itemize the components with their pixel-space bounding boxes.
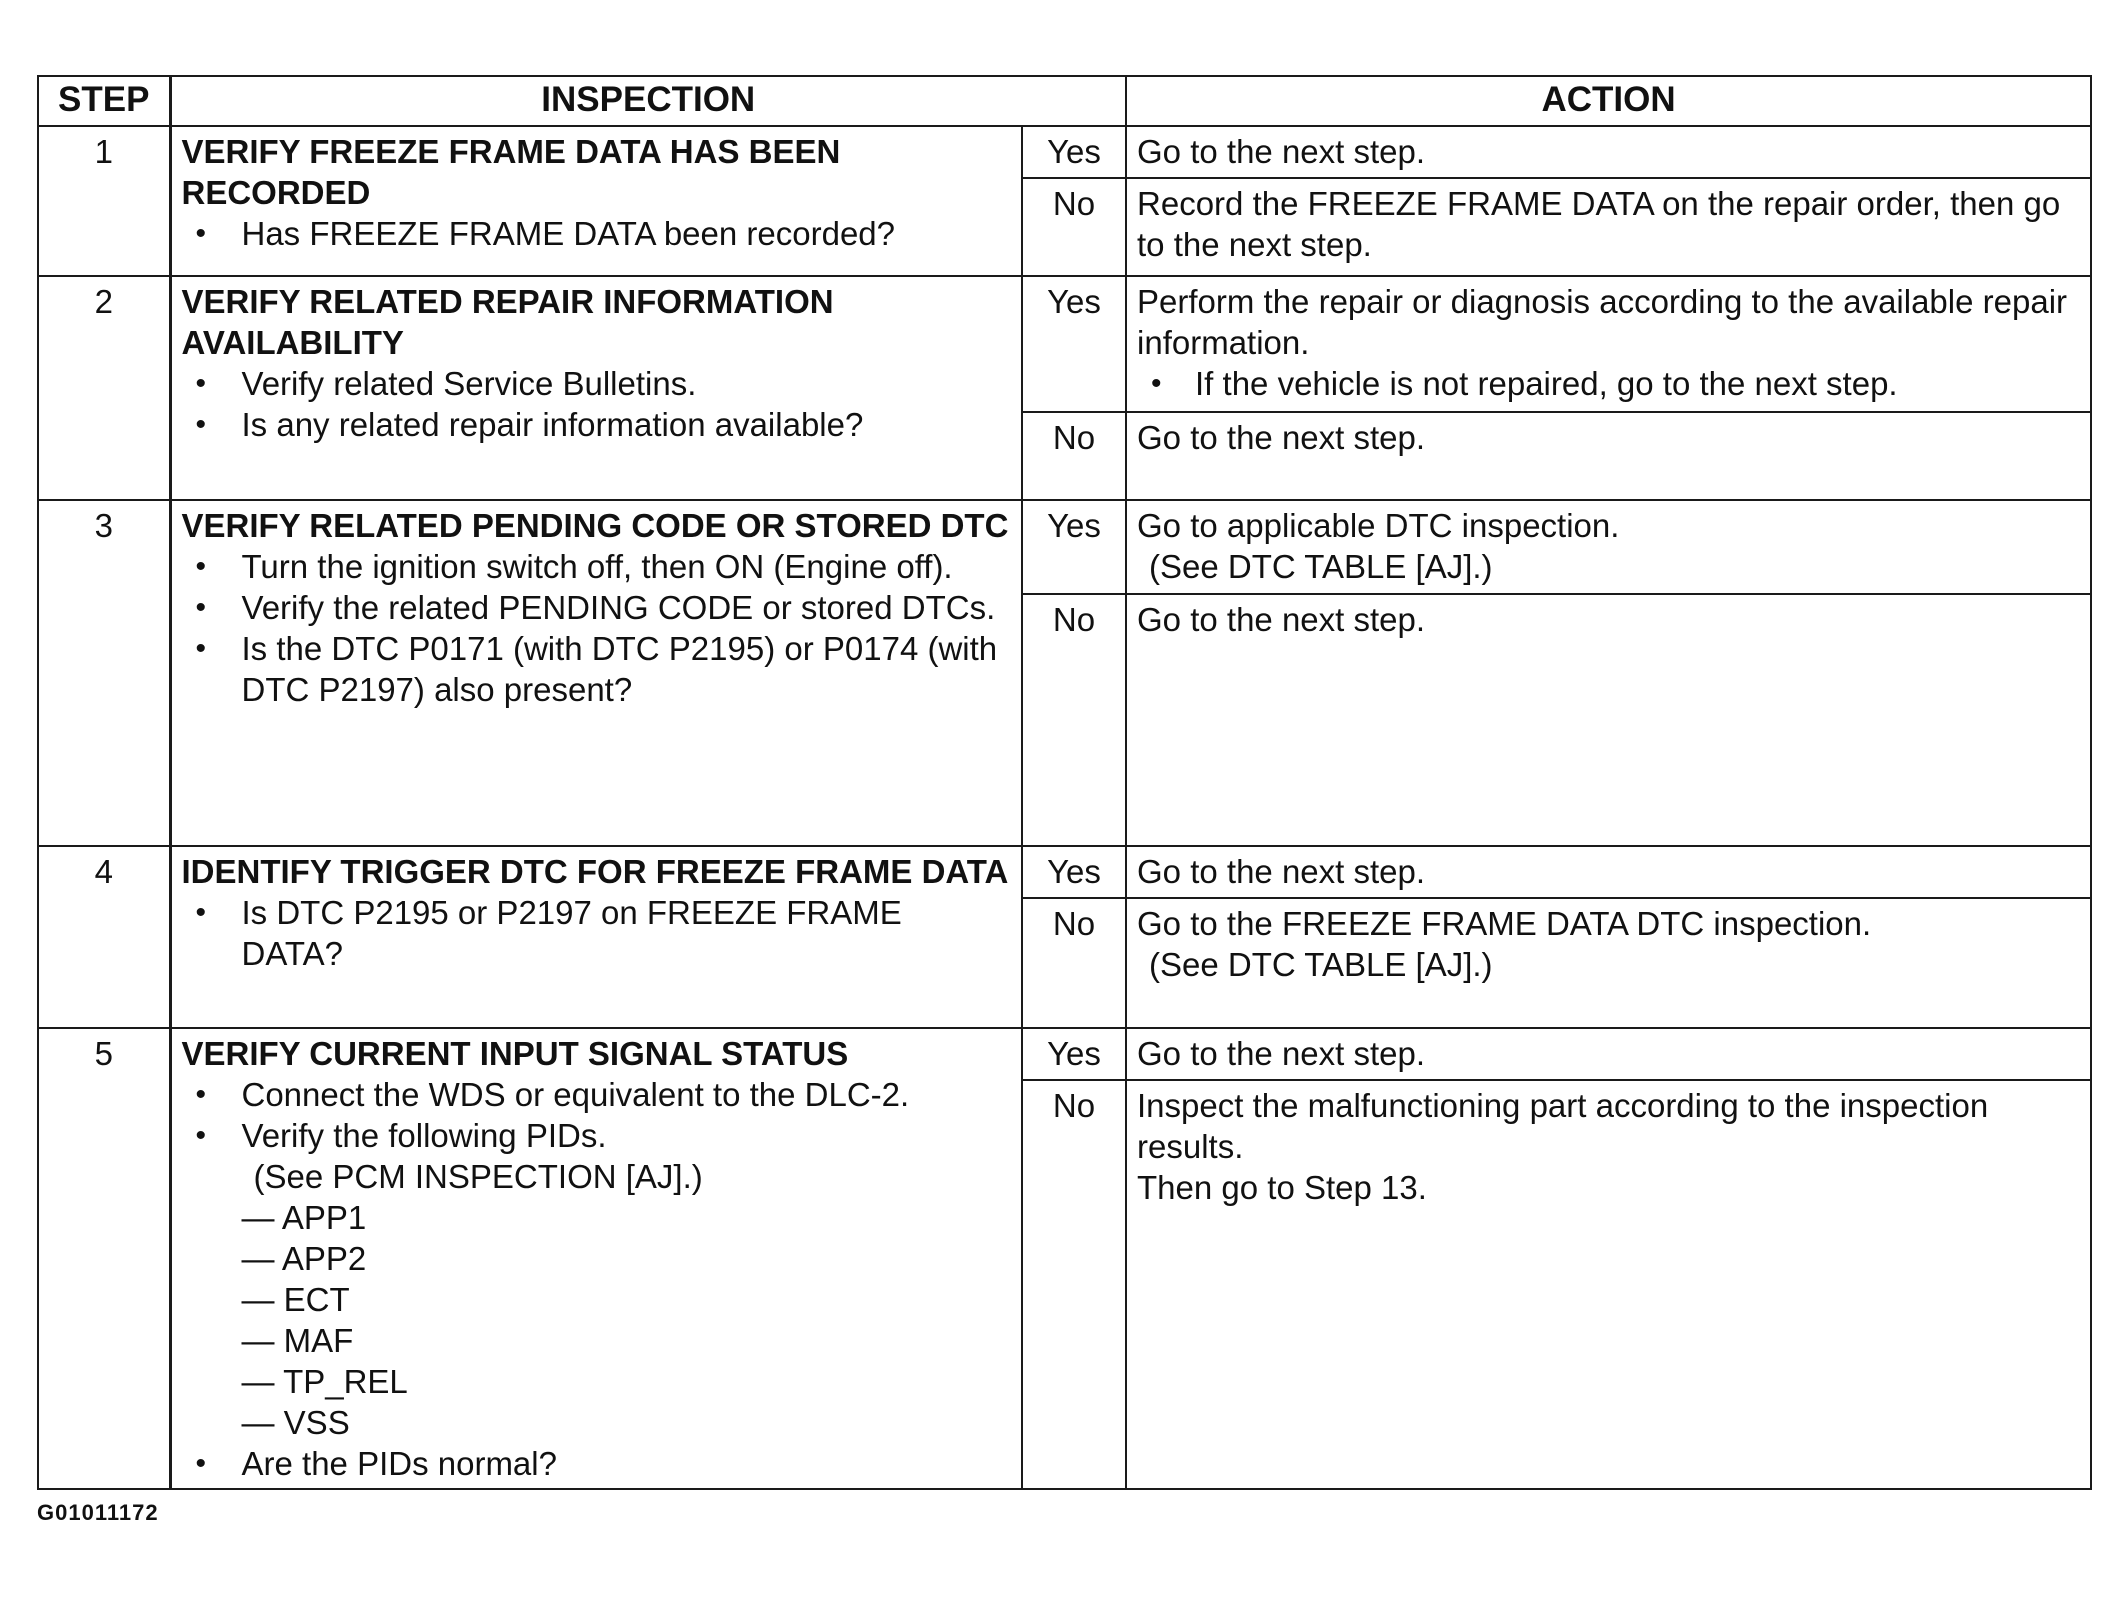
inspection-bullet: • Is any related repair information available? <box>182 404 1012 445</box>
step-5-yes-row <box>38 1028 2091 1080</box>
step-number: 3 <box>38 500 170 846</box>
step-number: 4 <box>38 846 170 1028</box>
action-text: Go to the FREEZE FRAME DATA DTC inspection. <box>1137 905 1872 942</box>
inspection-cell <box>170 1028 1022 1489</box>
yes-action <box>1126 846 2091 898</box>
action-bullets <box>1137 363 2080 404</box>
no-action <box>1126 178 2091 276</box>
inspection-title: VERIFY CURRENT INPUT SIGNAL STATUS <box>181 1035 849 1072</box>
no-action <box>1126 412 2091 500</box>
pid-item: — TP_REL <box>241 1363 408 1400</box>
action-text: Go to applicable DTC inspection. <box>1137 507 1620 544</box>
header-step: STEP <box>38 76 170 126</box>
inspection-bullet: • Is the DTC P0171 (with DTC P2195) or P0174 (with DTC P2197) also present? <box>182 628 1012 710</box>
inspection-cell <box>170 126 1022 276</box>
no-label: No <box>1022 898 1126 1028</box>
pid-reference: (See PCM INSPECTION [AJ].) <box>253 1158 703 1195</box>
inspection-cell <box>170 846 1022 1028</box>
step-3-yes-row <box>38 500 2091 594</box>
action-text: Inspect the malfunctioning part according to the inspection results. <box>1137 1087 1989 1165</box>
inspection-title: VERIFY FREEZE FRAME DATA HAS BEEN RECORDED <box>181 133 841 211</box>
header-inspection: INSPECTION <box>170 76 1126 126</box>
yes-action <box>1126 126 2091 178</box>
action-text: Go to the next step. <box>1137 853 1426 890</box>
action-reference: (See DTC TABLE [AJ].) <box>1149 548 1493 585</box>
inspection-title: IDENTIFY TRIGGER DTC FOR FREEZE FRAME DATA <box>181 853 1009 890</box>
inspection-title: VERIFY RELATED PENDING CODE OR STORED DTC <box>181 507 1009 544</box>
no-label: No <box>1022 178 1126 276</box>
inspection-bullet-pids <box>182 1115 1012 1443</box>
yes-label: Yes <box>1022 846 1126 898</box>
action-text: Go to the next step. <box>1137 419 1426 456</box>
step-number: 5 <box>38 1028 170 1489</box>
action-text: Go to the next step. <box>1137 601 1426 638</box>
no-label: No <box>1022 412 1126 500</box>
inspection-bullet: • Connect the WDS or equivalent to the DLC-2. <box>182 1074 1012 1115</box>
action-bullet: • If the vehicle is not repaired, go to the next step. <box>1137 363 2080 404</box>
inspection-bullet: • Are the PIDs normal? <box>182 1443 1012 1484</box>
yes-label: Yes <box>1022 500 1126 594</box>
table-header-row <box>38 76 2091 126</box>
action-text: Go to the next step. <box>1137 1035 1426 1072</box>
action-text: Go to the next step. <box>1137 133 1426 170</box>
yes-action <box>1126 500 2091 594</box>
no-action <box>1126 1080 2091 1489</box>
step-number: 2 <box>38 276 170 500</box>
inspection-bullets <box>182 363 1012 445</box>
action-text: Record the FREEZE FRAME DATA on the repair order, then go to the next step. <box>1137 185 2061 263</box>
header-action: ACTION <box>1126 76 2091 126</box>
action-reference: (See DTC TABLE [AJ].) <box>1149 946 1493 983</box>
no-action <box>1126 594 2091 846</box>
pid-item: — VSS <box>241 1404 350 1441</box>
yes-label: Yes <box>1022 1028 1126 1080</box>
step-1-yes-row <box>38 126 2091 178</box>
inspection-bullet: • Turn the ignition switch off, then ON (Engine off). <box>182 546 1012 587</box>
inspection-cell <box>170 500 1022 846</box>
no-label: No <box>1022 1080 1126 1489</box>
inspection-cell <box>170 276 1022 500</box>
action-text: Perform the repair or diagnosis according to the available repair information. <box>1137 283 2068 361</box>
inspection-bullet: • Has FREEZE FRAME DATA been recorded? <box>182 213 1012 254</box>
diagnostic-procedure-table <box>37 75 2092 1490</box>
step-4-yes-row <box>38 846 2091 898</box>
action-text: Then go to Step 13. <box>1137 1169 1427 1206</box>
yes-label: Yes <box>1022 126 1126 178</box>
no-label: No <box>1022 594 1126 846</box>
figure-code: G01011172 <box>37 1500 159 1525</box>
pid-intro: • Verify the following PIDs. <box>241 1117 607 1154</box>
inspection-bullets <box>182 213 1012 254</box>
yes-label: Yes <box>1022 276 1126 412</box>
inspection-bullets <box>182 892 1012 974</box>
inspection-bullet: • Is DTC P2195 or P2197 on FREEZE FRAME DATA? <box>182 892 1012 974</box>
pid-item: — APP2 <box>241 1240 367 1277</box>
no-action <box>1126 898 2091 1028</box>
inspection-bullets <box>182 546 1012 710</box>
pid-item: — ECT <box>241 1281 350 1318</box>
yes-action <box>1126 276 2091 412</box>
step-number: 1 <box>38 126 170 276</box>
inspection-title: VERIFY RELATED REPAIR INFORMATION AVAILABILITY <box>181 283 834 361</box>
inspection-bullet: • Verify the related PENDING CODE or stored DTCs. <box>182 587 1012 628</box>
inspection-bullet: • Verify related Service Bulletins. <box>182 363 1012 404</box>
pid-item: — APP1 <box>241 1199 367 1236</box>
yes-action <box>1126 1028 2091 1080</box>
step-2-yes-row <box>38 276 2091 412</box>
inspection-bullets <box>182 1074 1012 1484</box>
pid-item: — MAF <box>241 1322 354 1359</box>
